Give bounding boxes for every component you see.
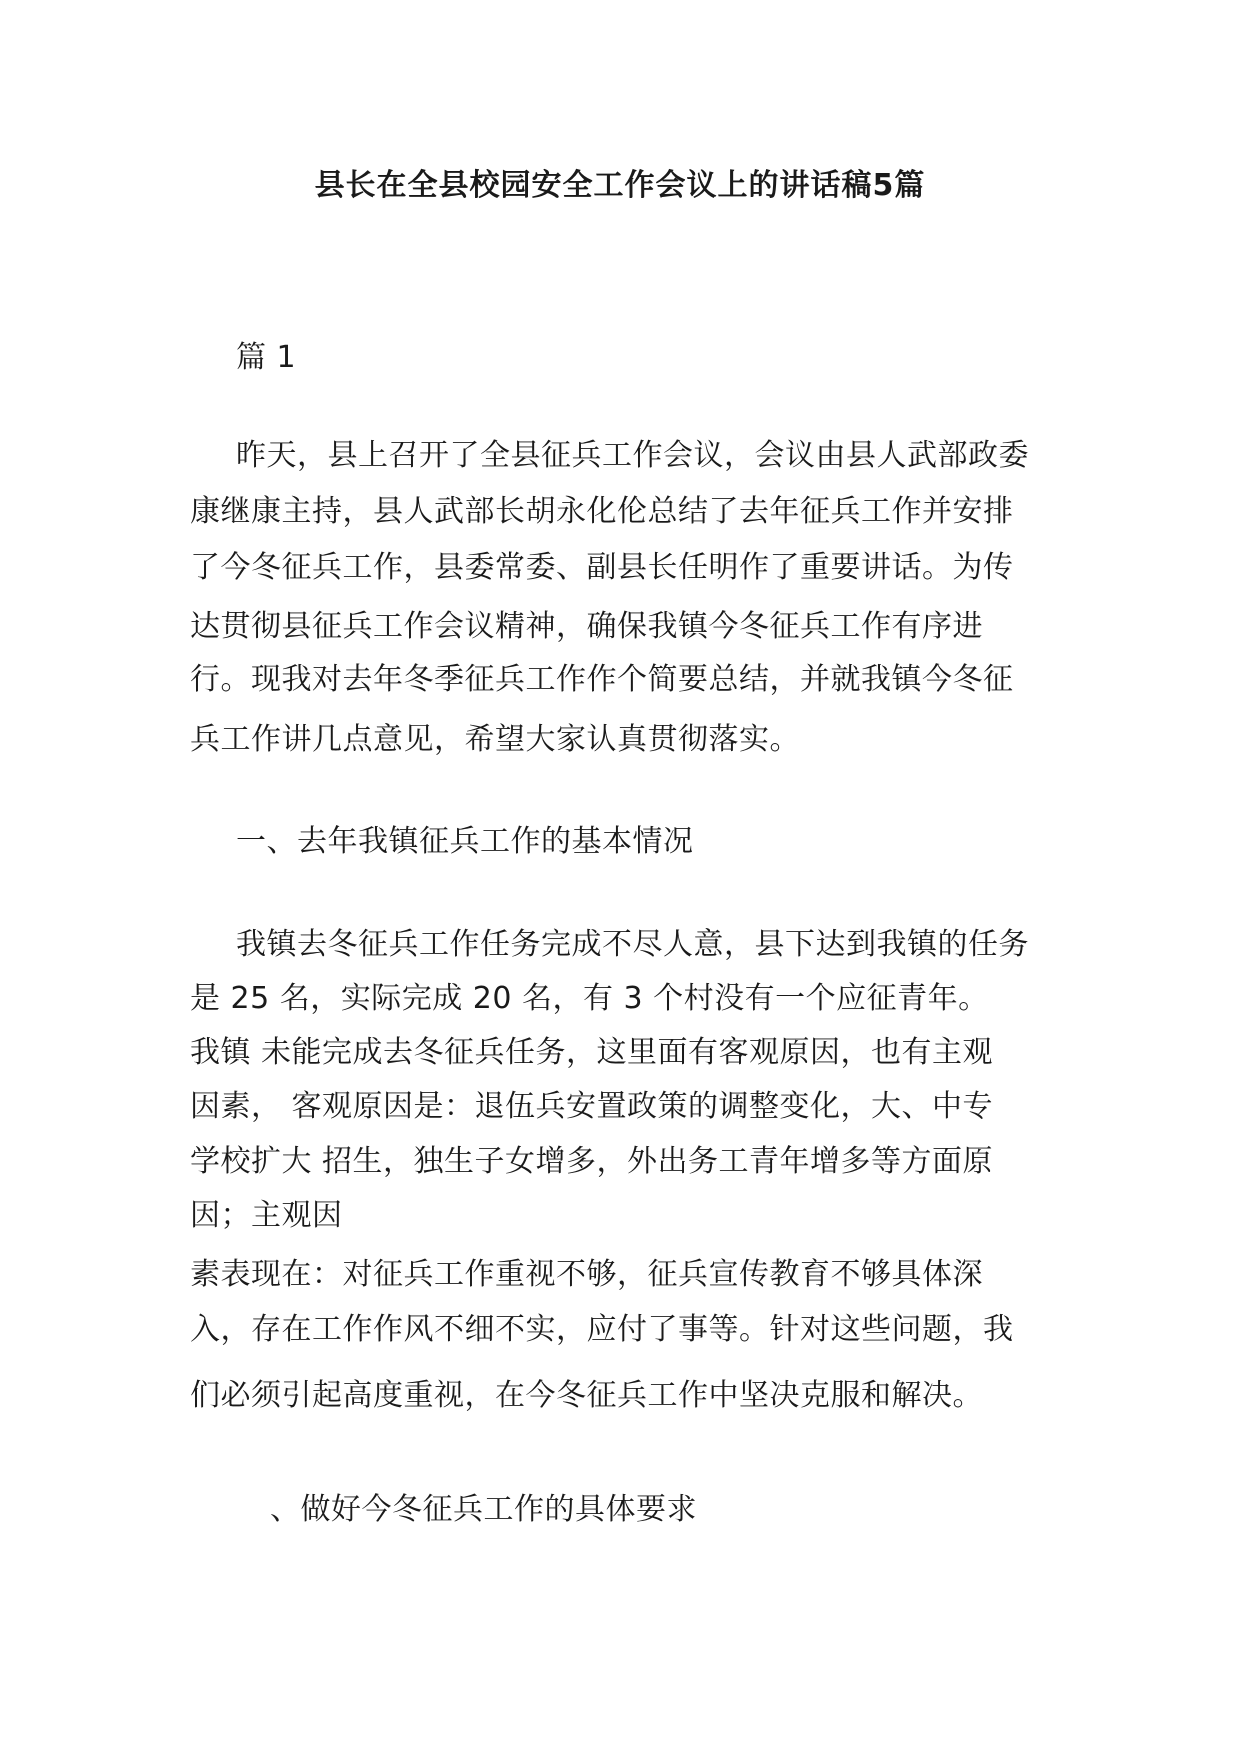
- section-label: 篇 1: [236, 340, 297, 375]
- paragraph-line: 兵工作讲几点意见，希望大家认真贯彻落实。: [190, 722, 800, 757]
- section-heading: 一、去年我镇征兵工作的基本情况: [236, 824, 694, 859]
- paragraph-line: 入，存在工作作风不细不实，应付了事等。针对这些问题，我: [190, 1312, 1014, 1347]
- paragraph-line: 昨天，县上召开了全县征兵工作会议，会议由县人武部政委: [236, 438, 1029, 473]
- paragraph-line: 因；主观因: [190, 1198, 343, 1233]
- document-title: 县长在全县校园安全工作会议上的讲话稿5篇: [314, 168, 926, 203]
- paragraph-line: 学校扩大 招生，独生子女增多，外出务工青年增多等方面原: [190, 1144, 994, 1179]
- section-heading: 、做好今冬征兵工作的具体要求: [270, 1492, 697, 1527]
- paragraph-line: 们必须引起高度重视，在今冬征兵工作中坚决克服和解决。: [190, 1378, 983, 1413]
- paragraph-line: 因素， 客观原因是：退伍兵安置政策的调整变化，大、中专: [190, 1089, 994, 1124]
- paragraph-line: 康继康主持，县人武部长胡永化伦总结了去年征兵工作并安排: [190, 494, 1014, 529]
- paragraph-line: 素表现在：对征兵工作重视不够，征兵宣传教育不够具体深: [190, 1257, 983, 1292]
- paragraph-line: 行。现我对去年冬季征兵工作作个简要总结，并就我镇今冬征: [190, 662, 1014, 697]
- paragraph-line: 我镇去冬征兵工作任务完成不尽人意，县下达到我镇的任务: [236, 927, 1029, 962]
- paragraph-line: 是 25 名，实际完成 20 名，有 3 个村没有一个应征青年。: [190, 981, 989, 1016]
- paragraph-line: 我镇 未能完成去冬征兵任务，这里面有客观原因，也有主观: [190, 1035, 994, 1070]
- paragraph-line: 了今冬征兵工作，县委常委、副县长任明作了重要讲话。为传: [190, 550, 1014, 585]
- paragraph-line: 达贯彻县征兵工作会议精神，确保我镇今冬征兵工作有序进: [190, 609, 983, 644]
